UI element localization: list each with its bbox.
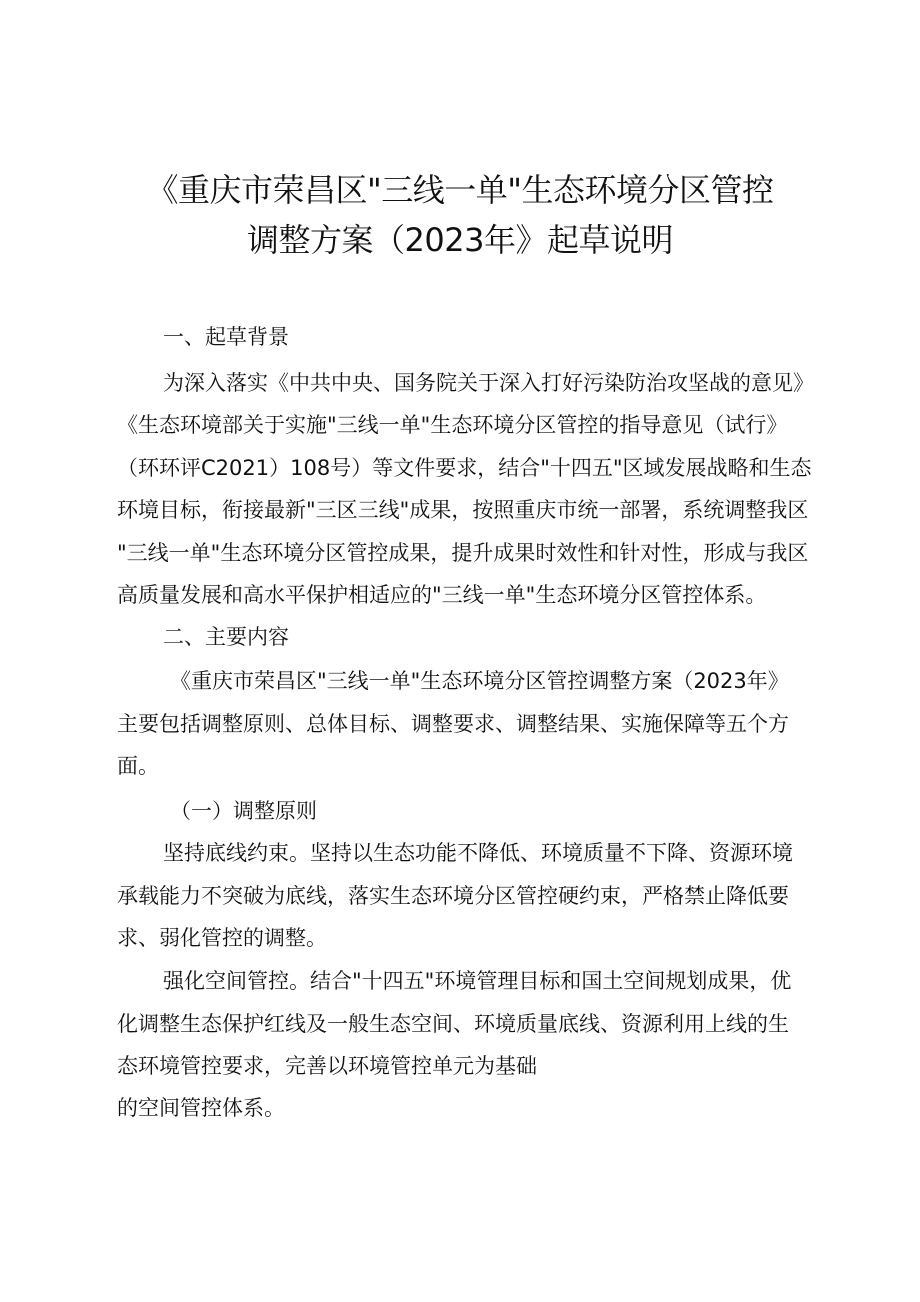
section-heading-main-content: 二、主要内容 <box>163 625 289 649</box>
paragraph-line: 面。 <box>117 754 159 778</box>
paragraph-line: 化调整生态保护红线及一般生态空间、环境质量底线、资源利用上线的生 <box>117 1012 789 1036</box>
paragraph-line: 环境目标，衔接最新"三区三线"成果，按照重庆市统一部署，系统调整我区 <box>117 498 809 522</box>
document-title-line-2: 调整方案（2023年》起草说明 <box>247 221 673 259</box>
paragraph-line: 《生态环境部关于实施"三线一单"生态环境分区管控的指导意见（试行》 <box>117 413 788 437</box>
paragraph-line: 的空间管控体系。 <box>117 1096 285 1120</box>
section-heading-background: 一、起草背景 <box>163 325 289 349</box>
paragraph-line: 《重庆市荣昌区"三线一单"生态环境分区管控调整方案（2023年》 <box>170 669 789 693</box>
paragraph-line: 强化空间管控。结合"十四五"环境管理目标和国土空间规划成果，优 <box>163 969 792 993</box>
paragraph-line: 坚持底线约束。坚持以生态功能不降低、环境质量不下降、资源环境 <box>163 841 793 865</box>
subsection-heading-principles: （一）调整原则 <box>170 799 317 823</box>
paragraph-line: 高质量发展和高水平保护相适应的"三线一单"生态环境分区管控体系。 <box>117 583 767 607</box>
paragraph-line: 承载能力不突破为底线，落实生态环境分区管控硬约束，严格禁止降低要 <box>117 884 789 908</box>
paragraph-line: 求、弱化管控的调整。 <box>117 926 327 950</box>
paragraph-line: "三线一单"生态环境分区管控成果，提升成果时效性和针对性，形成与我区 <box>117 541 809 565</box>
paragraph-line: 态环境管控要求，完善以环境管控单元为基础 <box>117 1054 537 1078</box>
paragraph-line: 主要包括调整原则、总体目标、调整要求、调整结果、实施保障等五个方 <box>117 712 789 736</box>
paragraph-line: （环环评C2021）108号）等文件要求，结合"十四五"区域发展战略和生态 <box>117 456 812 480</box>
document-title-line-1: 《重庆市荣昌区"三线一单"生态环境分区管控 <box>146 171 774 209</box>
paragraph-line: 为深入落实《中共中央、国务院关于深入打好污染防治攻坚战的意见》 <box>163 371 814 395</box>
